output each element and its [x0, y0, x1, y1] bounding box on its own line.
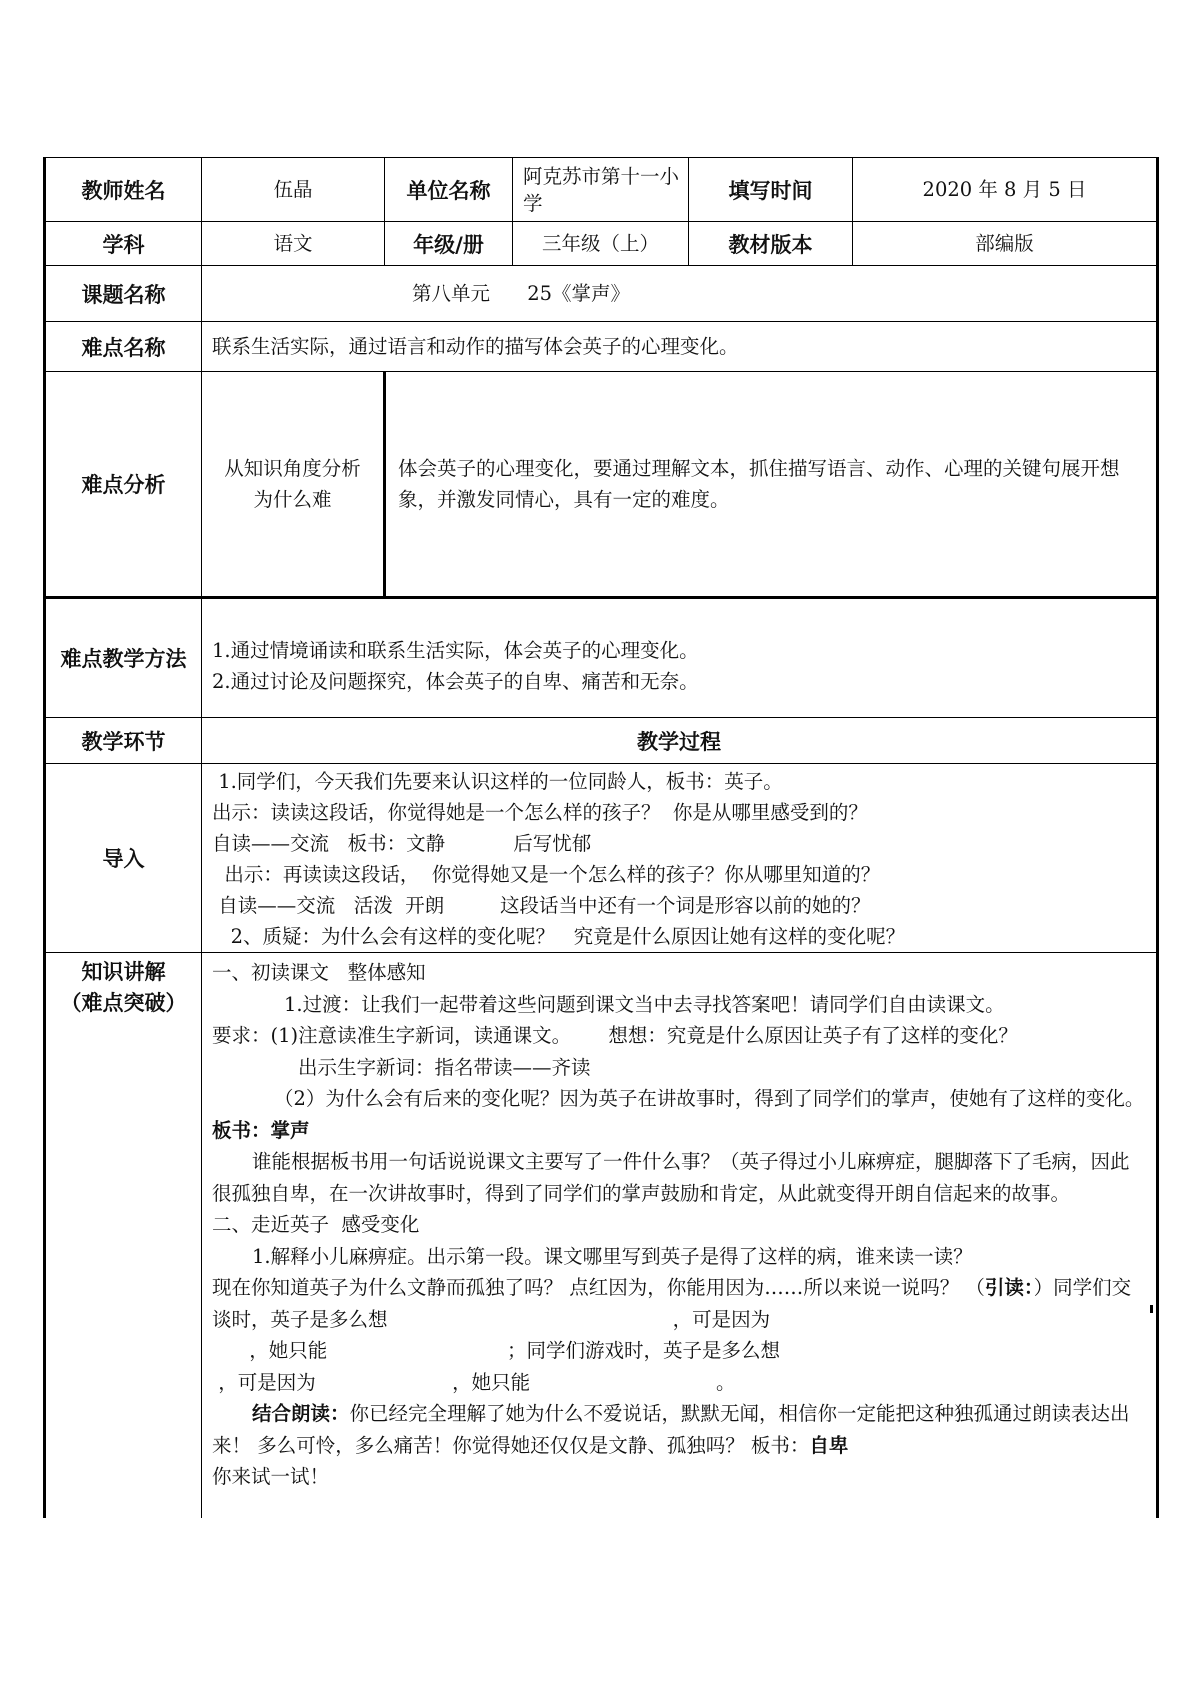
analysis-label: 难点分析 [45, 372, 202, 598]
combined-reading-text: 你已经完全理解了她为什么不爱说话，默默无闻，相信你一定能把这种独孤通过朗读表达出来！ 多么可怜，多么痛苦！你觉得她还仅仅是文静、孤独吗？ 板书： [212, 1402, 1130, 1457]
method-content [202, 598, 1158, 718]
process-title: 教学过程 [202, 718, 1158, 764]
edge-mark [1150, 1305, 1153, 1313]
teacher-value: 伍晶 [202, 158, 385, 222]
fill-line-1: ，她只能 ；同学们游戏时，英子是多么想 [212, 1339, 780, 1362]
combined-reading-label: 结合朗读： [252, 1402, 350, 1425]
change-paragraph [212, 1083, 1148, 1146]
intro-line: 出示：再读读这段话， 你觉得她又是一个怎么样的孩子？你从哪里知道的？ [212, 863, 881, 886]
analysis-value: 体会英子的心理变化，要通过理解文本，抓住描写语言、动作、心理的关键句展开想象，并激发同情心，具有一定的难度。 [385, 372, 1158, 598]
summary-paragraph: 谁能根据板书用一句话说说课文主要写了一件什么事？（英子得过小儿麻痹症，腿脚落下了毛病，因此很孤独自卑，在一次讲故事时，得到了同学们的掌声鼓励和肯定，从此就变得开朗自信起来的故事。 [212, 1150, 1130, 1205]
knowledge-label-line1: 知识讲解 [81, 960, 166, 984]
try-line: 你来试一试！ [212, 1465, 330, 1488]
reading-paragraph [212, 1398, 1148, 1461]
blackboard-inferiority: 自卑 [809, 1433, 849, 1457]
method-label: 难点教学方法 [45, 598, 202, 718]
method-line-1: 1.通过情境诵读和联系生活实际，体会英子的心理变化。 [212, 639, 699, 662]
edition-label: 教材版本 [689, 222, 853, 266]
intro-label: 导入 [45, 764, 202, 953]
teacher-label: 教师姓名 [45, 158, 202, 222]
section-1-title: 一、初读课文 整体感知 [212, 961, 426, 984]
topic-label: 课题名称 [45, 266, 202, 322]
difficulty-label: 难点名称 [45, 322, 202, 372]
difficulty-value: 联系生活实际，通过语言和动作的描写体会英子的心理变化。 [202, 322, 1158, 372]
date-label: 填写时间 [689, 158, 853, 222]
knowledge-content [202, 953, 1158, 1518]
knowledge-label [45, 953, 202, 1518]
intro-line: 自读——交流 活泼 开朗 这段话当中还有一个词是形容以前的她的？ [212, 894, 871, 917]
method-line-2: 2.通过讨论及问题探究，体会英子的自卑、痛苦和无奈。 [212, 670, 699, 693]
section-2-title: 二、走近英子 感受变化 [212, 1213, 420, 1236]
blackboard-applause: 板书：掌声 [212, 1118, 310, 1142]
subject-value: 语文 [202, 222, 385, 266]
analysis-sub-label: 从知识角度分析为什么难 [202, 372, 385, 598]
change-text: （2）为什么会有后来的变化呢？因为英子在讲故事时，得到了同学们的掌声，使她有了这样的变化。 [274, 1087, 1145, 1110]
guided-reading-text: ）同学们交谈时，英子是多么想 ，可是因为 [212, 1276, 1132, 1331]
intro-line: 自读——交流 板书：文静 后写忧郁 [212, 832, 592, 855]
because-text: 现在你知道英子为什么文静而孤独了吗？ 点红因为，你能用因为……所以来说一说吗？ （ [212, 1276, 985, 1299]
polio-paragraph: 1.解释小儿麻痹症。出示第一段。课文哪里写到英子是得了这样的病，谁来读一读？ [252, 1244, 973, 1268]
guided-reading-label: 引读： [984, 1276, 1034, 1299]
unit-value: 阿克苏市第十一小学 [513, 158, 689, 222]
intro-line: 1.同学们，今天我们先要来认识这样的一位同龄人，板书：英子。 [212, 770, 783, 793]
intro-line: 2、质疑：为什么会有这样的变化呢？ 究竟是什么原因让她有这样的变化呢？ [212, 925, 906, 948]
intro-content [202, 764, 1158, 953]
because-paragraph [212, 1272, 1148, 1335]
grade-value: 三年级（上） [513, 222, 689, 266]
new-words-paragraph: 出示生字新词：指名带读——齐读 [298, 1055, 591, 1079]
date-value: 2020 年 8 月 5 日 [853, 158, 1158, 222]
unit-label: 单位名称 [385, 158, 513, 222]
grade-label: 年级/册 [385, 222, 513, 266]
edition-value: 部编版 [853, 222, 1158, 266]
intro-line: 出示：读读这段话，你觉得她是一个怎么样的孩子？ 你是从哪里感受到的？ [212, 801, 868, 824]
requirement-paragraph: 要求：(1)注意读准生字新词，读通课文。 想想：究竟是什么原因让英子有了这样的变化？ [212, 1024, 1018, 1047]
lesson-plan-table [43, 157, 1159, 1518]
process-label: 教学环节 [45, 718, 202, 764]
fill-line-2: ，可是因为 ，她只能 。 [212, 1370, 736, 1394]
transition-paragraph: 1.过渡：让我们一起带着这些问题到课文当中去寻找答案吧！请同学们自由读课文。 [284, 992, 1005, 1016]
subject-label: 学科 [45, 222, 202, 266]
topic-value: 第八单元 25《掌声》 [202, 266, 1158, 322]
knowledge-label-line2: （难点突破） [60, 991, 187, 1015]
